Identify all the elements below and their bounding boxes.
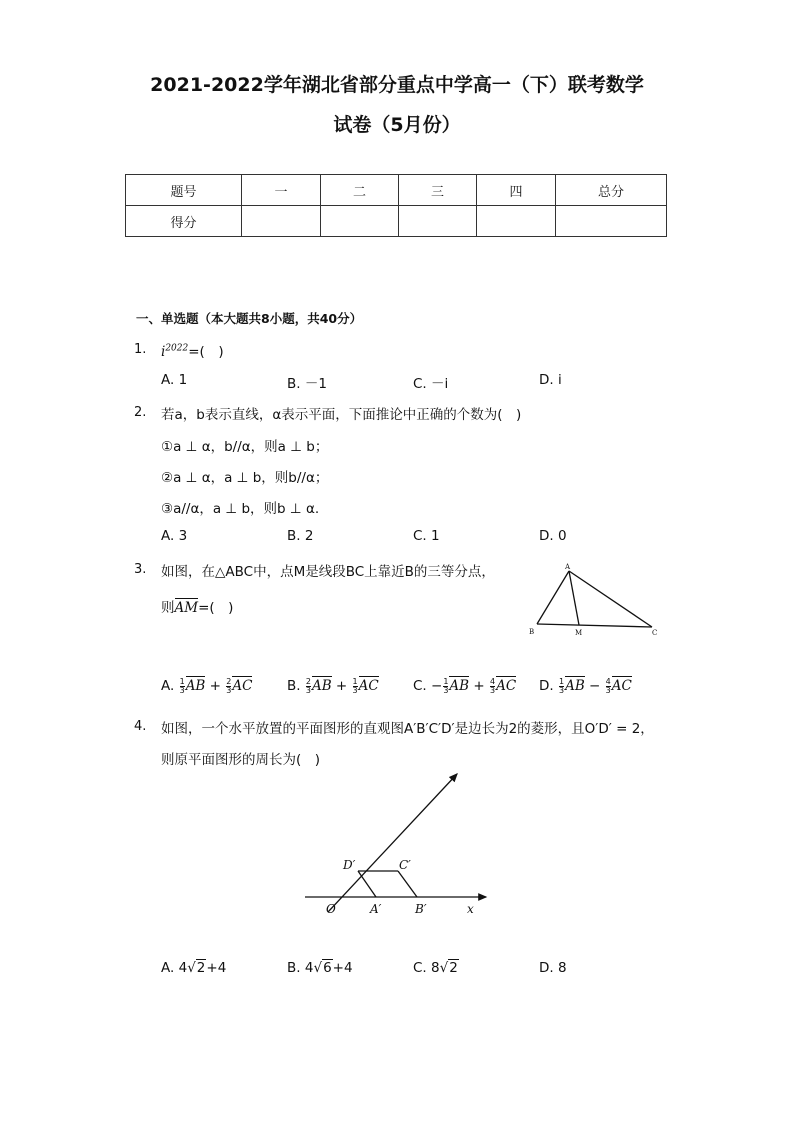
numerator: 2	[226, 676, 232, 686]
option-label: C.	[413, 678, 427, 694]
q1-option-a: A. 1	[161, 372, 188, 388]
vector: AB	[311, 678, 332, 694]
score-table-cell: 题号	[126, 175, 242, 206]
q1-option-b: B. －1	[287, 376, 327, 392]
segment-ac	[569, 571, 652, 627]
label-x: x	[467, 902, 474, 916]
question-3-stem: 如图，在△ABC中，点M是线段BC上靠近B的三等分点，	[161, 564, 495, 580]
denominator: 3	[443, 685, 449, 695]
q3-option-d	[539, 676, 632, 695]
vector: AC	[232, 678, 253, 694]
segment-d-a	[358, 871, 376, 897]
q1-base: i	[161, 344, 166, 360]
denominator: 3	[605, 685, 611, 695]
score-table-cell	[556, 206, 667, 237]
segment-ab	[537, 571, 569, 624]
denominator: 3	[352, 685, 358, 695]
q2-item-2: ②a ⊥ α，a ⊥ b，则b//α；	[161, 470, 329, 486]
fraction	[606, 678, 611, 695]
q4-option-a: A. 4√2+4	[161, 960, 227, 976]
fraction	[226, 678, 231, 695]
denominator: 3	[558, 685, 565, 695]
vector: AB	[449, 678, 470, 694]
score-table-cell: 三	[399, 175, 477, 206]
operator: +	[473, 678, 485, 694]
coefficient: 8	[431, 960, 440, 976]
label-c-prime: C′	[399, 858, 411, 872]
vector: AB	[565, 678, 585, 694]
q2-item-1: ①a ⊥ α，b//α，则a ⊥ b；	[161, 439, 329, 455]
q1-exponent: 2022	[165, 343, 189, 354]
option-label: B.	[287, 960, 301, 976]
vector: AC	[358, 678, 379, 694]
question-number: 2.	[134, 405, 147, 420]
q2-option-c: C. 1	[413, 528, 440, 544]
radicand: 2	[196, 960, 206, 976]
q3-vector-am: AM	[174, 600, 199, 616]
section-heading: 一、单选题（本大题共8小题，共40分）	[136, 311, 363, 326]
score-table-cell: 总分	[556, 175, 667, 206]
score-table-cell	[399, 206, 477, 237]
exam-title-line1: 2021-2022学年湖北省部分重点中学高一（下）联考数学	[150, 74, 644, 96]
q3-option-b	[287, 676, 379, 695]
radicand: 6	[323, 960, 332, 976]
triangle-abc-figure	[525, 562, 665, 638]
question-3-stem-2	[161, 596, 233, 616]
coefficient: 4	[304, 960, 314, 976]
label-b-prime: B′	[415, 902, 427, 916]
exam-title-line2: 试卷（5月份）	[333, 114, 461, 136]
q2-item-3: ③a//α，a ⊥ b，则b ⊥ α.	[161, 501, 320, 517]
tail: +4	[332, 960, 353, 976]
question-number: 4.	[134, 719, 147, 734]
denominator: 3	[179, 685, 185, 695]
denominator: 3	[305, 685, 311, 695]
score-table-cell	[477, 206, 556, 237]
numerator: 4	[490, 676, 496, 686]
vector: AC	[611, 678, 632, 694]
tail: +4	[206, 960, 227, 976]
question-1-stem	[161, 340, 224, 360]
numerator: 1	[179, 676, 185, 686]
q2-option-d: D. 0	[539, 528, 567, 544]
oblique-axis	[328, 774, 457, 912]
score-table-cell	[242, 206, 321, 237]
question-number: 3.	[134, 562, 147, 577]
score-table-cell: 得分	[126, 206, 242, 237]
question-2-stem: 若a，b表示直线，α表示平面，下面推论中正确的个数为( )	[161, 407, 522, 423]
radicand: 2	[449, 960, 458, 976]
numerator: 1	[558, 676, 565, 686]
denominator: 3	[226, 685, 232, 695]
option-label: B.	[287, 678, 301, 694]
q1-option-d: D. i	[539, 372, 562, 388]
label-m: M	[575, 629, 583, 637]
fraction	[490, 678, 495, 695]
score-table-header-row	[126, 175, 667, 206]
fraction	[306, 678, 311, 695]
score-table-cell: 四	[477, 175, 556, 206]
numerator: 2	[305, 676, 311, 686]
q3-option-c	[413, 676, 516, 695]
label-a-prime: A′	[370, 902, 382, 916]
option-label: C.	[413, 960, 427, 976]
score-table-cell: 二	[321, 175, 399, 206]
question-4-stem-2: 则原平面图形的周长为( )	[161, 752, 321, 768]
operator: −	[589, 678, 601, 694]
q1-stem-rest: =( )	[188, 344, 224, 360]
operator: +	[335, 678, 348, 694]
segment-c-b	[398, 871, 417, 897]
q3-stem2-prefix: 则	[161, 600, 175, 616]
label-d-prime: D′	[343, 858, 356, 872]
fraction	[443, 678, 448, 695]
score-table-score-row	[126, 206, 667, 237]
fraction	[180, 678, 185, 695]
question-number: 1.	[134, 342, 147, 357]
label-o: O	[326, 902, 336, 916]
q3-option-a	[161, 676, 252, 695]
question-4-stem: 如图，一个水平放置的平面图形的直观图A′B′C′D′是边长为2的菱形，且O′D′ = 2，	[161, 721, 654, 737]
segment-bc	[537, 624, 652, 627]
vector: AB	[185, 678, 206, 694]
segment-am	[569, 571, 579, 625]
score-table	[125, 174, 667, 237]
q1-option-c: C. －i	[413, 376, 449, 392]
score-table-cell	[321, 206, 399, 237]
q4-option-b: B. 4√6+4	[287, 960, 353, 976]
option-label: D.	[539, 960, 554, 976]
option-label: A.	[161, 678, 175, 694]
q2-option-a: A. 3	[161, 528, 188, 544]
option-label: D.	[539, 678, 554, 694]
vector: AC	[496, 678, 517, 694]
coefficient: 4	[178, 960, 188, 976]
fraction	[559, 678, 564, 695]
score-table-cell: 一	[242, 175, 321, 206]
rhombus-figure	[300, 768, 500, 923]
label-a: A	[565, 563, 571, 571]
q3-stem2-suffix: =( )	[198, 600, 234, 616]
sign: −	[431, 678, 443, 694]
q4-option-c: C. 8√2	[413, 960, 458, 976]
numerator: 1	[443, 676, 449, 686]
label-c: C	[652, 629, 658, 637]
fraction	[353, 678, 358, 695]
q4-option-d	[539, 960, 567, 976]
label-b: B	[529, 628, 535, 636]
option-label: A.	[161, 960, 175, 976]
numerator: 4	[605, 676, 611, 686]
denominator: 3	[490, 685, 496, 695]
coefficient: 8	[557, 960, 567, 976]
q2-option-b: B. 2	[287, 528, 314, 544]
numerator: 1	[352, 676, 358, 686]
operator: +	[209, 678, 221, 694]
